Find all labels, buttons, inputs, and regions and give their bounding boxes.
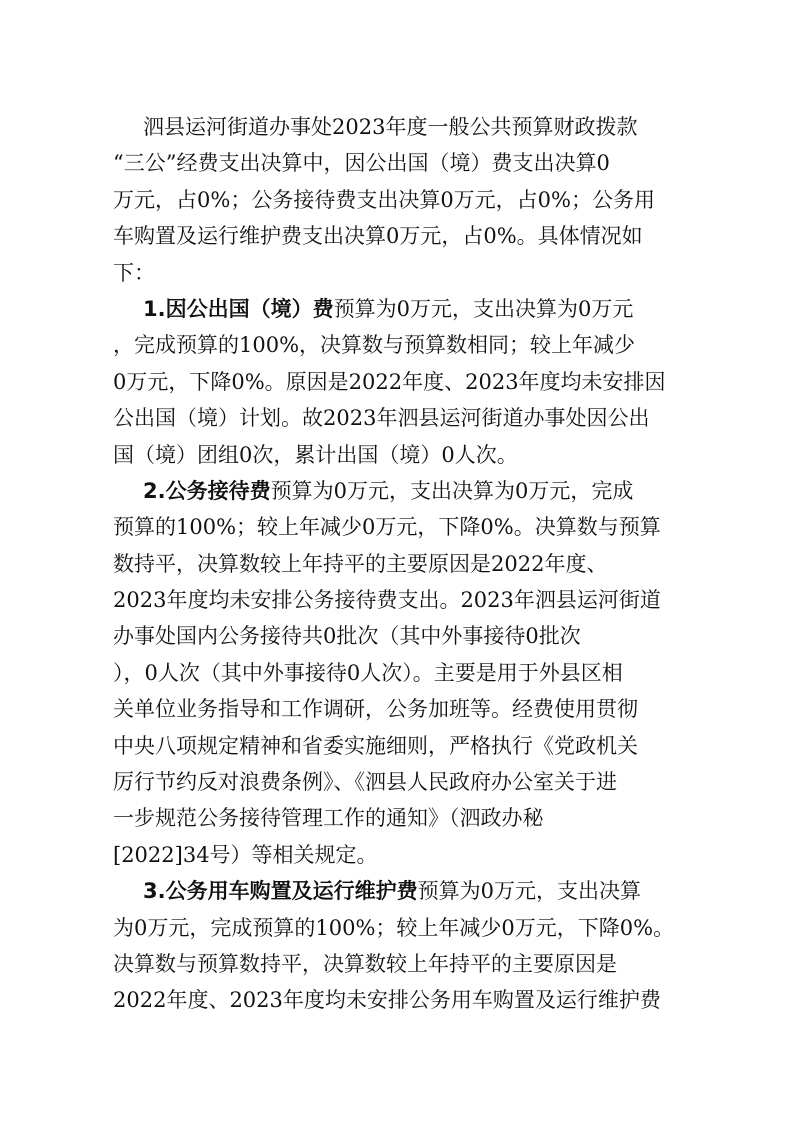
section-line: 为0万元，完成预算的100%；较上年减少0万元，下降0%。 xyxy=(113,915,675,940)
section-heading: 1.因公出国（境）费 xyxy=(143,296,334,321)
section-line: 2023年度均未安排公务接待费支出。2023年泗县运河街道 xyxy=(113,588,661,613)
section-line: 预算的100%；较上年减少0万元，下降0%。决算数与预算 xyxy=(113,515,661,540)
section-line: 数持平，决算数较上年持平的主要原因是2022年度、 xyxy=(113,551,608,576)
section-heading: 3.公务用车购置及运行维护费 xyxy=(143,879,418,904)
section-line: ），0人次（其中外事接待0人次）。主要是用于外县区相 xyxy=(113,660,623,685)
section-first-line xyxy=(113,873,685,909)
section-text: 预算为0万元，支出决算为0万元，完成 xyxy=(270,478,634,503)
section-line: [2022]34号）等相关规定。 xyxy=(113,842,378,867)
section-reception xyxy=(113,473,685,873)
section-vehicles xyxy=(113,873,685,1019)
document-body xyxy=(113,109,685,1019)
section-line: 一步规范公务接待管理工作的通知》（泗政办秘 xyxy=(113,806,544,831)
section-line: 国（境）团组0次，累计出国（境）0人次。 xyxy=(113,442,518,467)
intro-line: 下： xyxy=(113,260,155,285)
section-text: 预算为0万元，支出决算 xyxy=(417,879,641,904)
section-line: 0万元，下降0%。原因是2022年度、2023年度均未安排因 xyxy=(113,369,666,394)
section-heading: 2.公务接待费 xyxy=(143,478,271,503)
section-line: 2022年度、2023年度均未安排公务用车购置及运行维护费 xyxy=(113,988,661,1013)
section-first-line xyxy=(113,291,685,327)
section-text: 预算为0万元，支出决算为0万元 xyxy=(333,296,634,321)
intro-paragraph xyxy=(113,109,685,291)
section-line: 厉行节约反对浪费条例》、《泗县人民政府办公室关于进 xyxy=(113,770,617,795)
section-first-line xyxy=(113,473,685,509)
intro-line: 泗县运河街道办事处2023年度一般公共预算财政拨款 xyxy=(143,115,638,139)
intro-line: 车购置及运行维护费支出决算0万元，占0%。具体情况如 xyxy=(113,224,643,249)
section-line: 决算数与预算数持平，决算数较上年持平的主要原因是 xyxy=(113,951,617,976)
section-travel-abroad xyxy=(113,291,685,473)
section-line: 中央八项规定精神和省委实施细则，严格执行《党政机关 xyxy=(113,733,638,758)
section-line: ，完成预算的100%，决算数与预算数相同；较上年减少 xyxy=(113,333,636,358)
section-line: 公出国（境）计划。故2023年泗县运河街道办事处因公出 xyxy=(113,406,650,431)
intro-line: 万元，占0%；公务接待费支出决算0万元，占0%；公务用 xyxy=(113,187,655,212)
intro-line: “三公”经费支出决算中，因公出国（境）费支出决算0 xyxy=(113,151,610,176)
section-line: 关单位业务指导和工作调研，公务加班等。经费使用贯彻 xyxy=(113,697,638,722)
section-line: 办事处国内公务接待共0批次（其中外事接待0批次 xyxy=(113,624,581,649)
